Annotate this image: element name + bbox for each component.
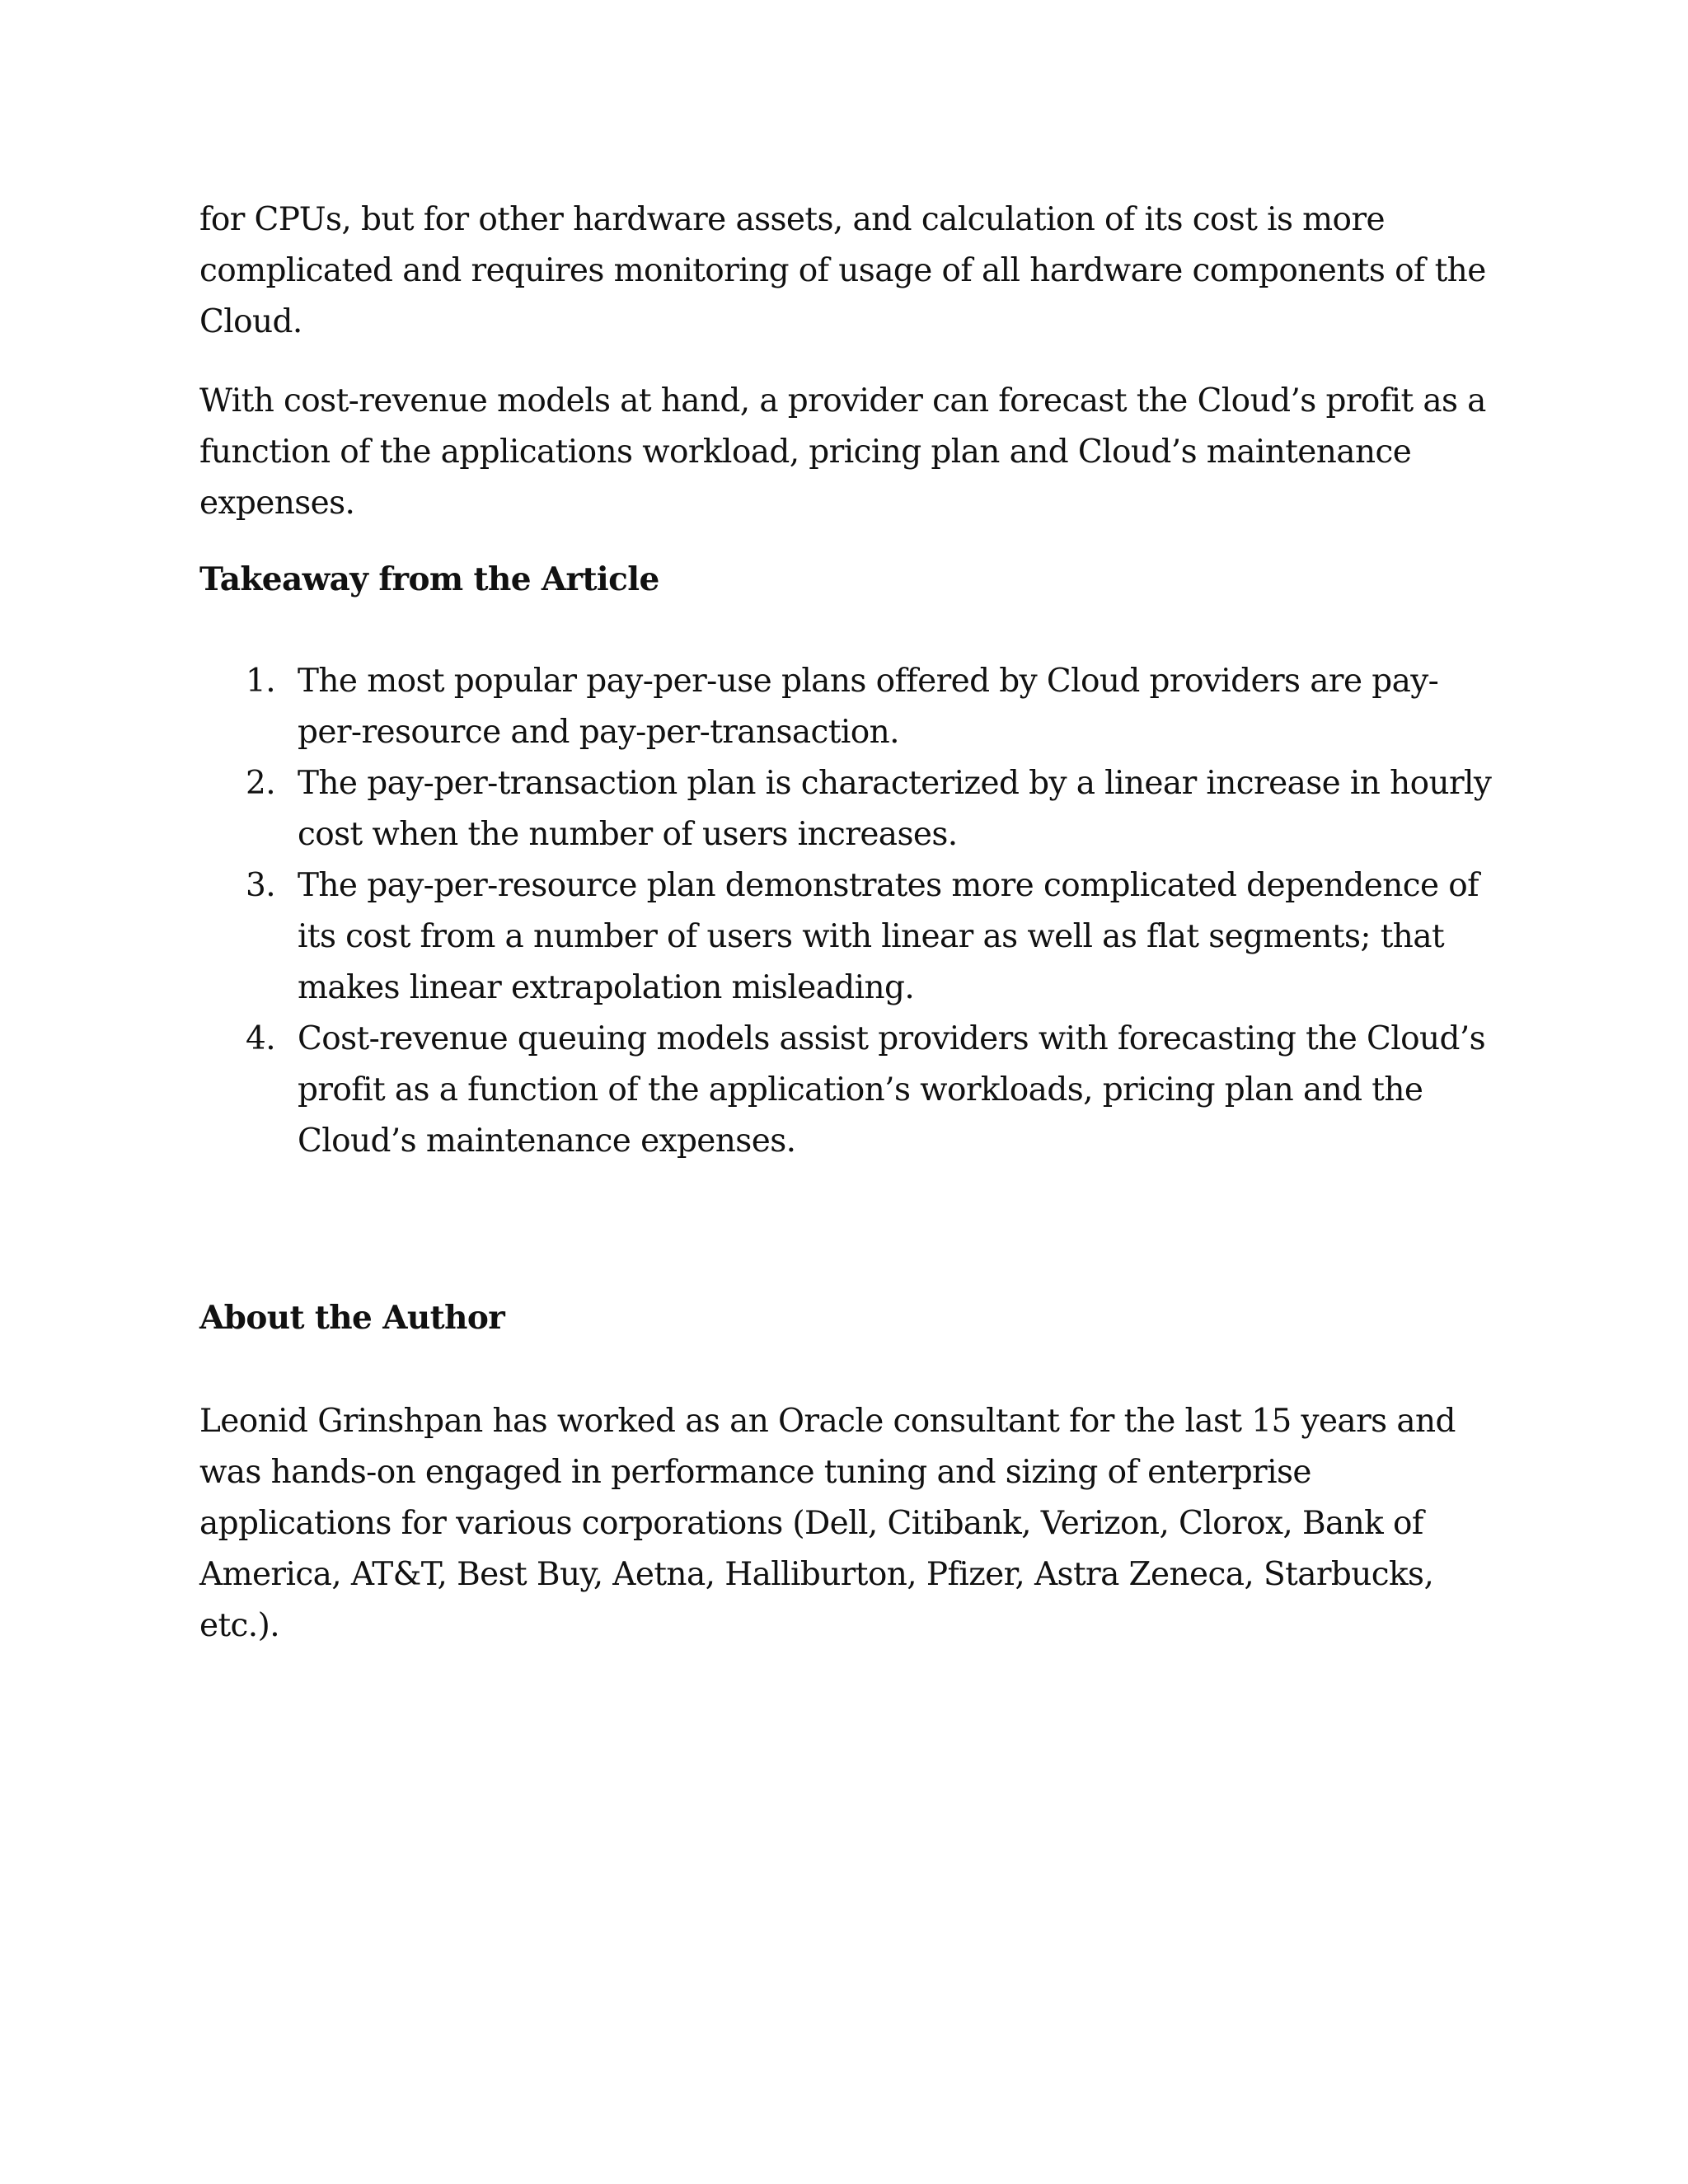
list-item-number: 4.: [246, 1020, 276, 1057]
list-item-number: 3.: [246, 867, 276, 904]
intro-paragraph-2: With cost-revenue models at hand, a provider can forecast the Cloud’s profit as a function of the applications workload, pricing plan and Cloud’s maintenance expenses.: [199, 382, 1486, 522]
list-item-number: 2.: [246, 765, 276, 802]
list-item: [199, 1014, 1502, 1167]
page-content: [199, 194, 1502, 1652]
list-item-number: 1.: [246, 663, 276, 700]
list-item-text: The pay-per-transaction plan is characterized by a linear increase in hourly cost when the number of users increases.: [298, 765, 1492, 853]
author-paragraph: Leonid Grinshpan has worked as an Oracle consultant for the last 15 years and was hands-on engaged in performance tuning and sizing of enterprise applications for various corporations (Dell, Citibank, Verizon, Clorox, Bank of America, AT&T, Best Buy, Aetna, Halliburton, Pfizer, Astra Zeneca, Starbucks, etc.).: [199, 1403, 1456, 1644]
intro-paragraph-1: for CPUs, but for other hardware assets, and calculation of its cost is more complicated and requires monitoring of usage of all hardware components of the Cloud.: [199, 201, 1486, 340]
list-item: [199, 656, 1502, 758]
list-item: [199, 758, 1502, 860]
list-item-text: The most popular pay-per-use plans offered by Cloud providers are pay-per-resource and pay-per-transaction.: [298, 663, 1439, 751]
takeaway-heading: Takeaway from the Article: [199, 560, 659, 598]
list-item-text: Cost-revenue queuing models assist providers with forecasting the Cloud’s profit as a function of the application’s workloads, pricing plan and the Cloud’s maintenance expenses.: [298, 1020, 1486, 1160]
list-item-text: The pay-per-resource plan demonstrates more complicated dependence of its cost from a number of users with linear as well as flat segments; that makes linear extrapolation misleading.: [298, 867, 1479, 1006]
takeaway-list: [199, 656, 1502, 1167]
list-item: [199, 860, 1502, 1014]
author-heading: About the Author: [199, 1299, 505, 1337]
